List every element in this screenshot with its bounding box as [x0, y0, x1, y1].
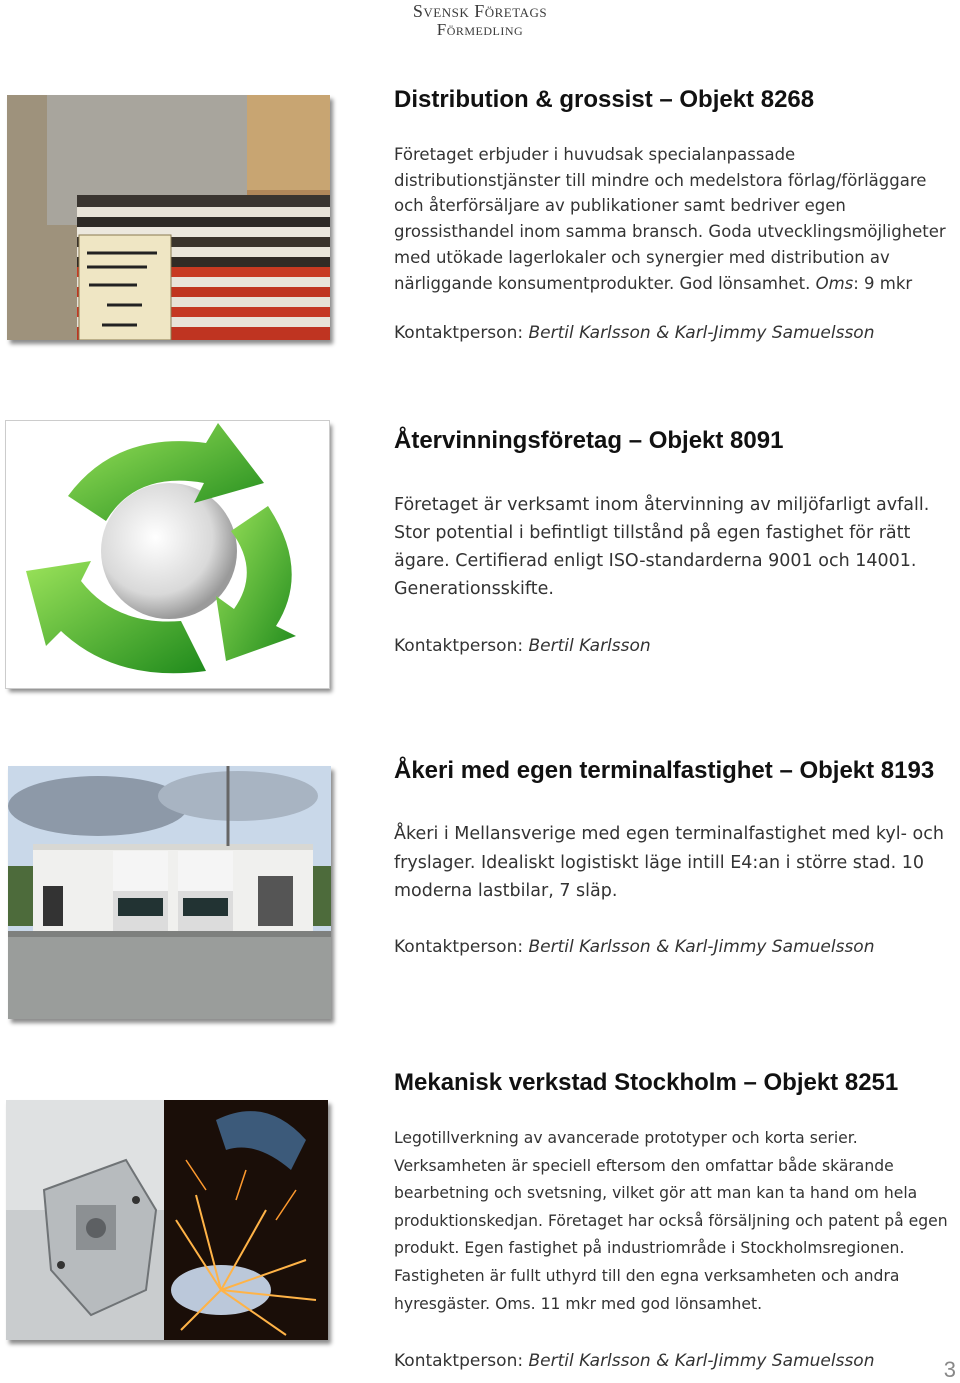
contact-names: Bertil Karlsson & Karl-Jimmy Samuelsson [523, 937, 875, 957]
book-stacks-photo [7, 95, 330, 340]
contact-label: Kontaktperson: [394, 636, 524, 656]
contact-names: Bertil Karlsson & Karl-Jimmy Samuelsson [523, 323, 875, 343]
description-text: Företaget erbjuder i huvudsak specialanpassade distributionstjänster till mindre och medelstora förlag/förläggare och återförsäljare av publikationer samt bedriver egen grossisthandel inom samma bransch. Goda utvecklingsmöjligheter med utökade lagerlokaler och synergier med distribution av närliggande konsumentprodukter. God lönsamhet. [394, 145, 946, 293]
listing-title: Återvinningsföretag – Objekt 8091 [394, 427, 784, 454]
logo-line-1: Svensk Företags [412, 1, 548, 21]
page-number: 3 [943, 1357, 956, 1382]
listing-description [394, 491, 950, 603]
description-text: Legotillverkning av avancerade prototyper och korta serier. Verksamheten är speciell eftersom den omfattar både skärande bearbetning och svetsning, vilket gör att man kan ta hand om hela produktionskedjan. Företaget har också försäljning och patent på egen produkt. Egen fastighet på industriområde i Stockholmsregionen. Fastigheten är fullt uthyrd till den egna verksamheten och andra hyresgäster. Oms. 11 mkr med god lönsamhet. [394, 1129, 948, 1313]
contact-line [394, 1351, 874, 1371]
contact-line [394, 937, 874, 957]
contact-label: Kontaktperson: [394, 937, 524, 957]
description-text: Företaget är verksamt inom återvinning av miljöfarligt avfall. Stor potential i befintligt tillstånd på egen fastighet för rätt ägare. Certifierad enligt ISO-standarderna 9001 och 14001. Generationsskifte. [394, 495, 930, 599]
listing-title: Åkeri med egen terminalfastighet – Objekt 8193 [394, 757, 935, 784]
contact-names: Bertil Karlsson & Karl-Jimmy Samuelsson [523, 1351, 875, 1371]
listing-description [394, 820, 950, 906]
listing-description [394, 1125, 956, 1318]
contact-label: Kontaktperson: [394, 1351, 524, 1371]
logo-line-2: Förmedling [436, 20, 524, 39]
oms-label: Oms [815, 273, 854, 293]
contact-line [394, 323, 874, 343]
contact-line [394, 636, 651, 656]
listing-title: Distribution & grossist – Objekt 8268 [394, 86, 815, 113]
listing-title: Mekanisk verkstad Stockholm – Objekt 8251 [394, 1069, 899, 1096]
trucks-terminal-photo [8, 766, 331, 1019]
recycling-symbol-image [6, 421, 329, 688]
oms-value: : 9 mkr [853, 273, 913, 293]
machined-part-welding-photo [6, 1100, 328, 1340]
contact-names: Bertil Karlsson [523, 636, 651, 656]
listing-description [394, 142, 950, 296]
description-text: Åkeri i Mellansverige med egen terminalfastighet med kyl- och fryslager. Idealiskt logistiskt läge intill E4:an i större stad. 10 moderna lastbilar, 7 släp. [394, 824, 944, 901]
contact-label: Kontaktperson: [394, 323, 524, 343]
